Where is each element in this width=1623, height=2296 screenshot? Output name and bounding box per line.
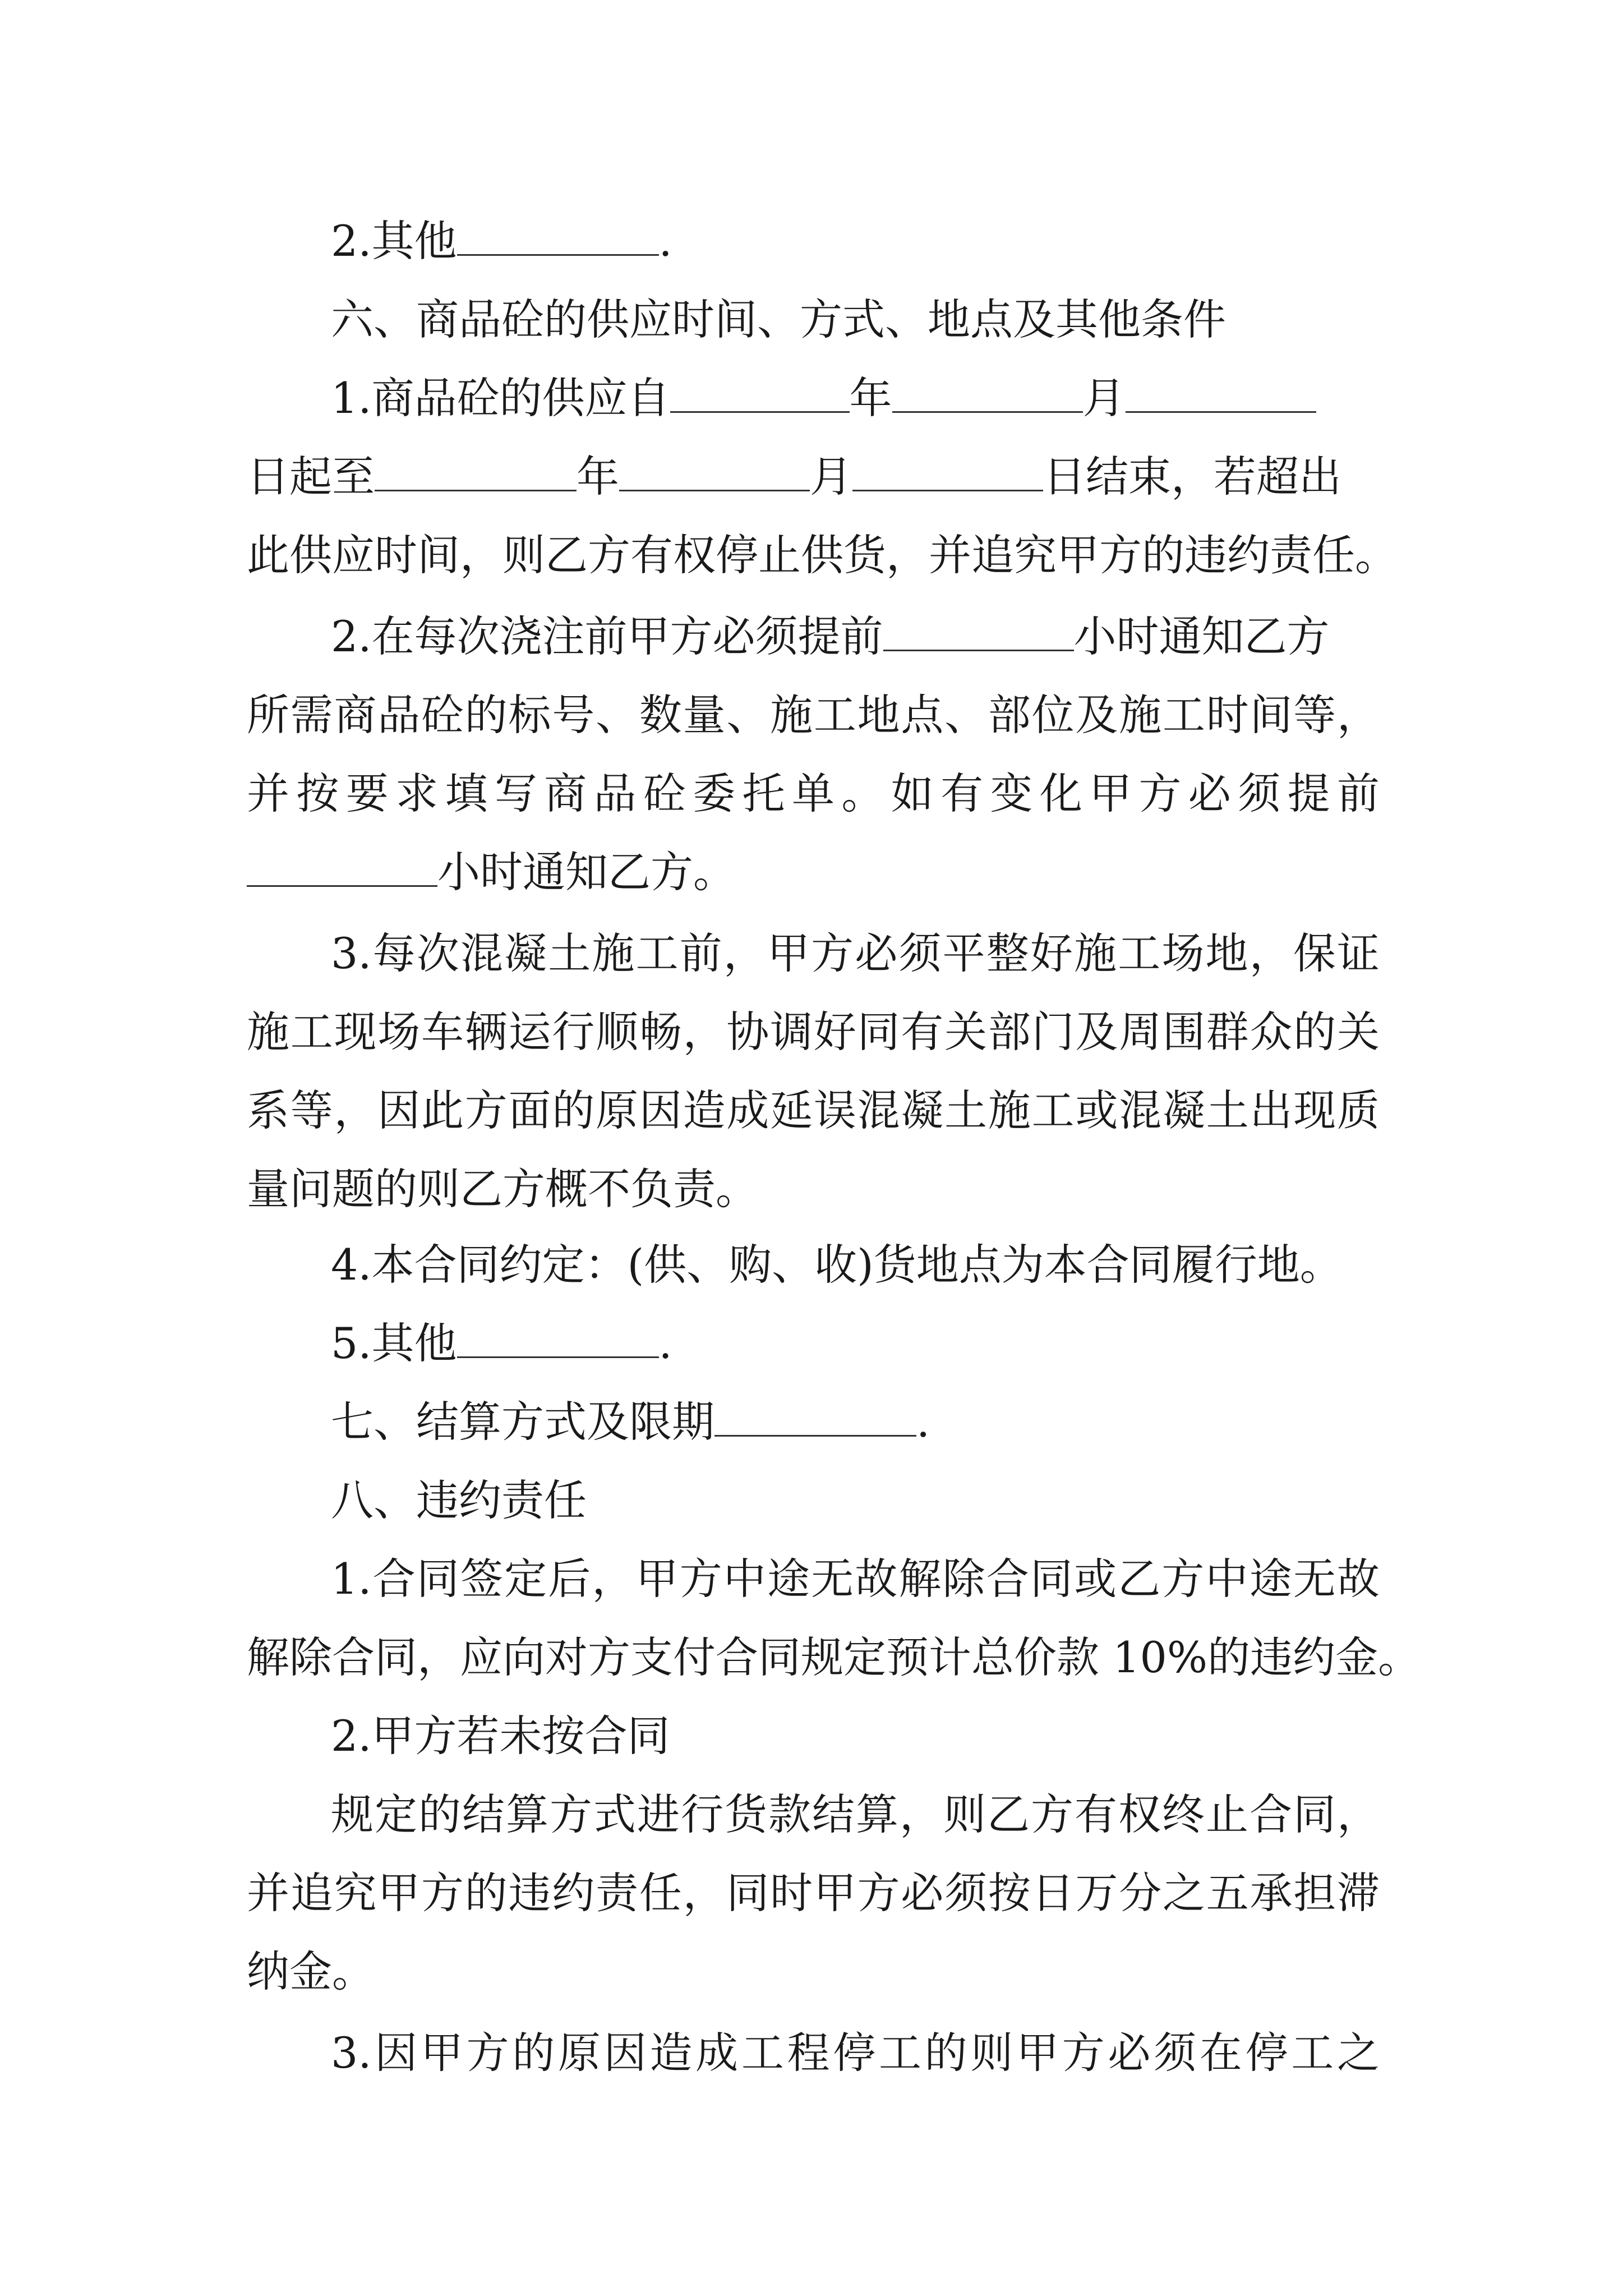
text: 年: [849, 373, 892, 423]
clause-8-2-line-4: 纳金。: [247, 1947, 375, 1996]
text: 日结束，若超出: [1043, 452, 1341, 501]
clause-8-1-line-1: 1.合同签定后，甲方中途无故解除合同或乙方中途无故: [331, 1554, 1380, 1604]
text: 2.在每次浇注前甲方必须提前: [331, 611, 883, 661]
text: .: [916, 1397, 930, 1447]
clause-6-1-line-3: 此供应时间，则乙方有权停止供货，并追究甲方的违约责任。: [247, 530, 1398, 580]
clause-6-3-line-2: 施工现场车辆运行顺畅，协调好同有关部门及周围群众的关: [247, 1007, 1380, 1057]
text: 2.其他: [331, 216, 457, 266]
text: 日起至: [247, 452, 375, 501]
text: .: [658, 1318, 672, 1368]
clause-5-2-other: [331, 213, 1380, 269]
clause-6-2-line-3: 并按要求填写商品砼委托单。如有变化甲方必须提前: [247, 769, 1380, 818]
clause-6-5-other: [331, 1315, 1380, 1372]
fill-blank-hours-change[interactable]: [247, 850, 437, 887]
clause-6-3-line-4: 量问题的则乙方概不负责。: [247, 1164, 758, 1214]
text: 月: [810, 452, 852, 501]
fill-blank-month-start[interactable]: [892, 376, 1083, 413]
fill-blank-day-start[interactable]: [1126, 376, 1316, 413]
clause-8-1-line-2: 解除合同，应向对方支付合同规定预计总价款 10%的违约金。: [247, 1632, 1421, 1682]
clause-6-3-line-1: 3.每次混凝土施工前，甲方必须平整好施工场地，保证: [331, 928, 1380, 978]
heading-text: 七、结算方式及限期: [331, 1397, 714, 1447]
text: 小时通知乙方。: [437, 847, 736, 897]
fill-blank[interactable]: [457, 219, 659, 256]
section-8-heading: 八、违约责任: [331, 1475, 587, 1525]
clause-6-2-line-2: 所需商品砼的标号、数量、施工地点、部位及施工时间等，: [247, 690, 1380, 740]
text: 5.其他: [331, 1318, 457, 1368]
fill-blank-settlement[interactable]: [714, 1400, 916, 1437]
clause-8-3-line-1: 3.因甲方的原因造成工程停工的则甲方必须在停工之: [331, 2028, 1380, 2078]
clause-8-2-line-3: 并追究甲方的违约责任，同时甲方必须按日万分之五承担滞: [247, 1868, 1380, 1918]
fill-blank-hours[interactable]: [883, 615, 1074, 651]
clause-8-2-line-1: 2.甲方若未按合同: [331, 1711, 670, 1761]
fill-blank[interactable]: [457, 1322, 659, 1358]
clause-6-2-line-4: [247, 844, 1380, 900]
text: 年: [577, 452, 619, 501]
heading-text: 六、商品砼的供应时间、方式、地点及其他条件: [331, 295, 1226, 344]
text: .: [658, 216, 672, 266]
fill-blank-year-end[interactable]: [375, 455, 577, 491]
clause-6-2-line-1: [331, 609, 1380, 665]
clause-6-4: 4.本合同约定：(供、购、收)货地点为本合同履行地。: [331, 1240, 1343, 1290]
clause-6-1-line-1: [331, 370, 1380, 426]
text: 小时通知乙方: [1073, 611, 1330, 661]
section-7-heading: [331, 1394, 1380, 1450]
fill-blank-day-end[interactable]: [852, 455, 1043, 491]
section-6-heading: [331, 292, 1380, 348]
clause-6-3-line-3: 系等，因此方面的原因造成延误混凝土施工或混凝土出现质: [247, 1085, 1380, 1135]
fill-blank-year-start[interactable]: [670, 376, 850, 413]
text: 1.商品砼的供应自: [331, 373, 670, 423]
fill-blank-month-end[interactable]: [619, 455, 810, 491]
text: 月: [1082, 373, 1126, 423]
clause-8-2-line-2: 规定的结算方式进行货款结算，则乙方有权终止合同，: [331, 1789, 1380, 1839]
clause-6-1-line-2: [247, 449, 1380, 505]
